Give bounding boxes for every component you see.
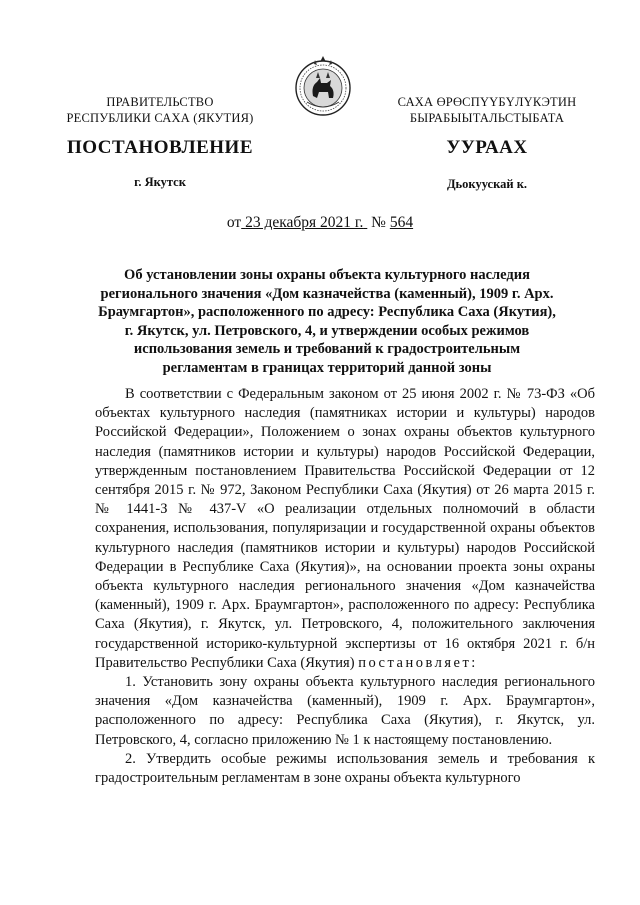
org-line: БЫРАБЫЫТАЛЬСТЫБАТА [409, 111, 565, 125]
item-1-paragraph: 1. Установить зону охраны объекта культурного наследия регионального значения «Дом казначейства (каменный), 1909 г. Арх. Браумгартон», расположенного по адресу: Республика Саха (Якутия), г. Якутск, ул. Петровского, 4, согласно приложению № 1 к настоящему постановлению. [95, 674, 595, 748]
document-date: 23 декабря 2021 г. [245, 214, 364, 231]
document-type-russian: ПОСТАНОВЛЕНИЕ [66, 137, 254, 158]
document-date-number [0, 214, 640, 232]
document-type-yakut: УУРААХ [446, 137, 528, 158]
government-name-yakut [382, 94, 592, 126]
number-prefix: № [371, 214, 386, 231]
org-line: РЕСПУБЛИКИ САХА (ЯКУТИЯ) [66, 111, 254, 125]
city-yakut: Дьокуускай к. [446, 177, 528, 191]
org-line: САХА ӨРӨСПҮҮБҮЛҮКЭТИН [397, 95, 577, 109]
coat-of-arms-emblem [293, 52, 353, 118]
org-line: ПРАВИТЕЛЬСТВО [106, 95, 214, 109]
preamble-paragraph: В соответствии с Федеральным законом от 25 июня 2002 г. № 73-ФЗ «Об объектах культурного наследия (памятниках истории и культуры) народов Российской Федерации», Положением о зонах охраны объектов культурного наследия (памятников истории и культуры) народов Российской Федерации, утвержденным постановлением Правительства Российской Федерации от 12 сентября 2015 г. № 972, Законом Республики Саха (Якутия) от 26 марта 2015 г. № 1441-З № 437-V «О реализации отдельных полномочий в области сохранения, использования, популяризации и государственной охраны объектов культурного наследия (памятников истории и культуры) народов Российской Федерации в Республике Саха (Якутия)», на основании проекта зоны охраны объекта культурного наследия регионального значения «Дом казначейства (каменный), 1909 г. Арх. Браумгартон», расположенного по адресу: Республика Саха (Якутия), г. Якутск, ул. Петровского, 4, положительного заключения государственной историко-культурной экспертизы от 16 октября 2021 г. б/н Правительство Республики Саха (Якутия) постановляет: [95, 386, 595, 671]
government-name-russian [60, 94, 260, 126]
document-number: 564 [389, 214, 414, 231]
decree-word: постановляет: [358, 654, 478, 671]
date-prefix: от [226, 214, 242, 231]
city-russian: г. Якутск [134, 175, 186, 189]
item-2-paragraph: 2. Утвердить особые режимы использования земель и требования к градостроительным регламентам в зоне охраны объекта культурного [95, 750, 595, 787]
document-heading: Об установлении зоны охраны объекта культурного наследия регионального значения «Дом казначейства (каменный), 1909 г. Арх. Браумгартон», расположенного по адресу: Республика Саха (Якутия), г. Якутск, ул. Петровского, 4, и утверждении особых режимов использования земель и требований к градостроительным регламентам в границах территорий данной зоны [98, 267, 556, 376]
document-body [95, 385, 595, 788]
